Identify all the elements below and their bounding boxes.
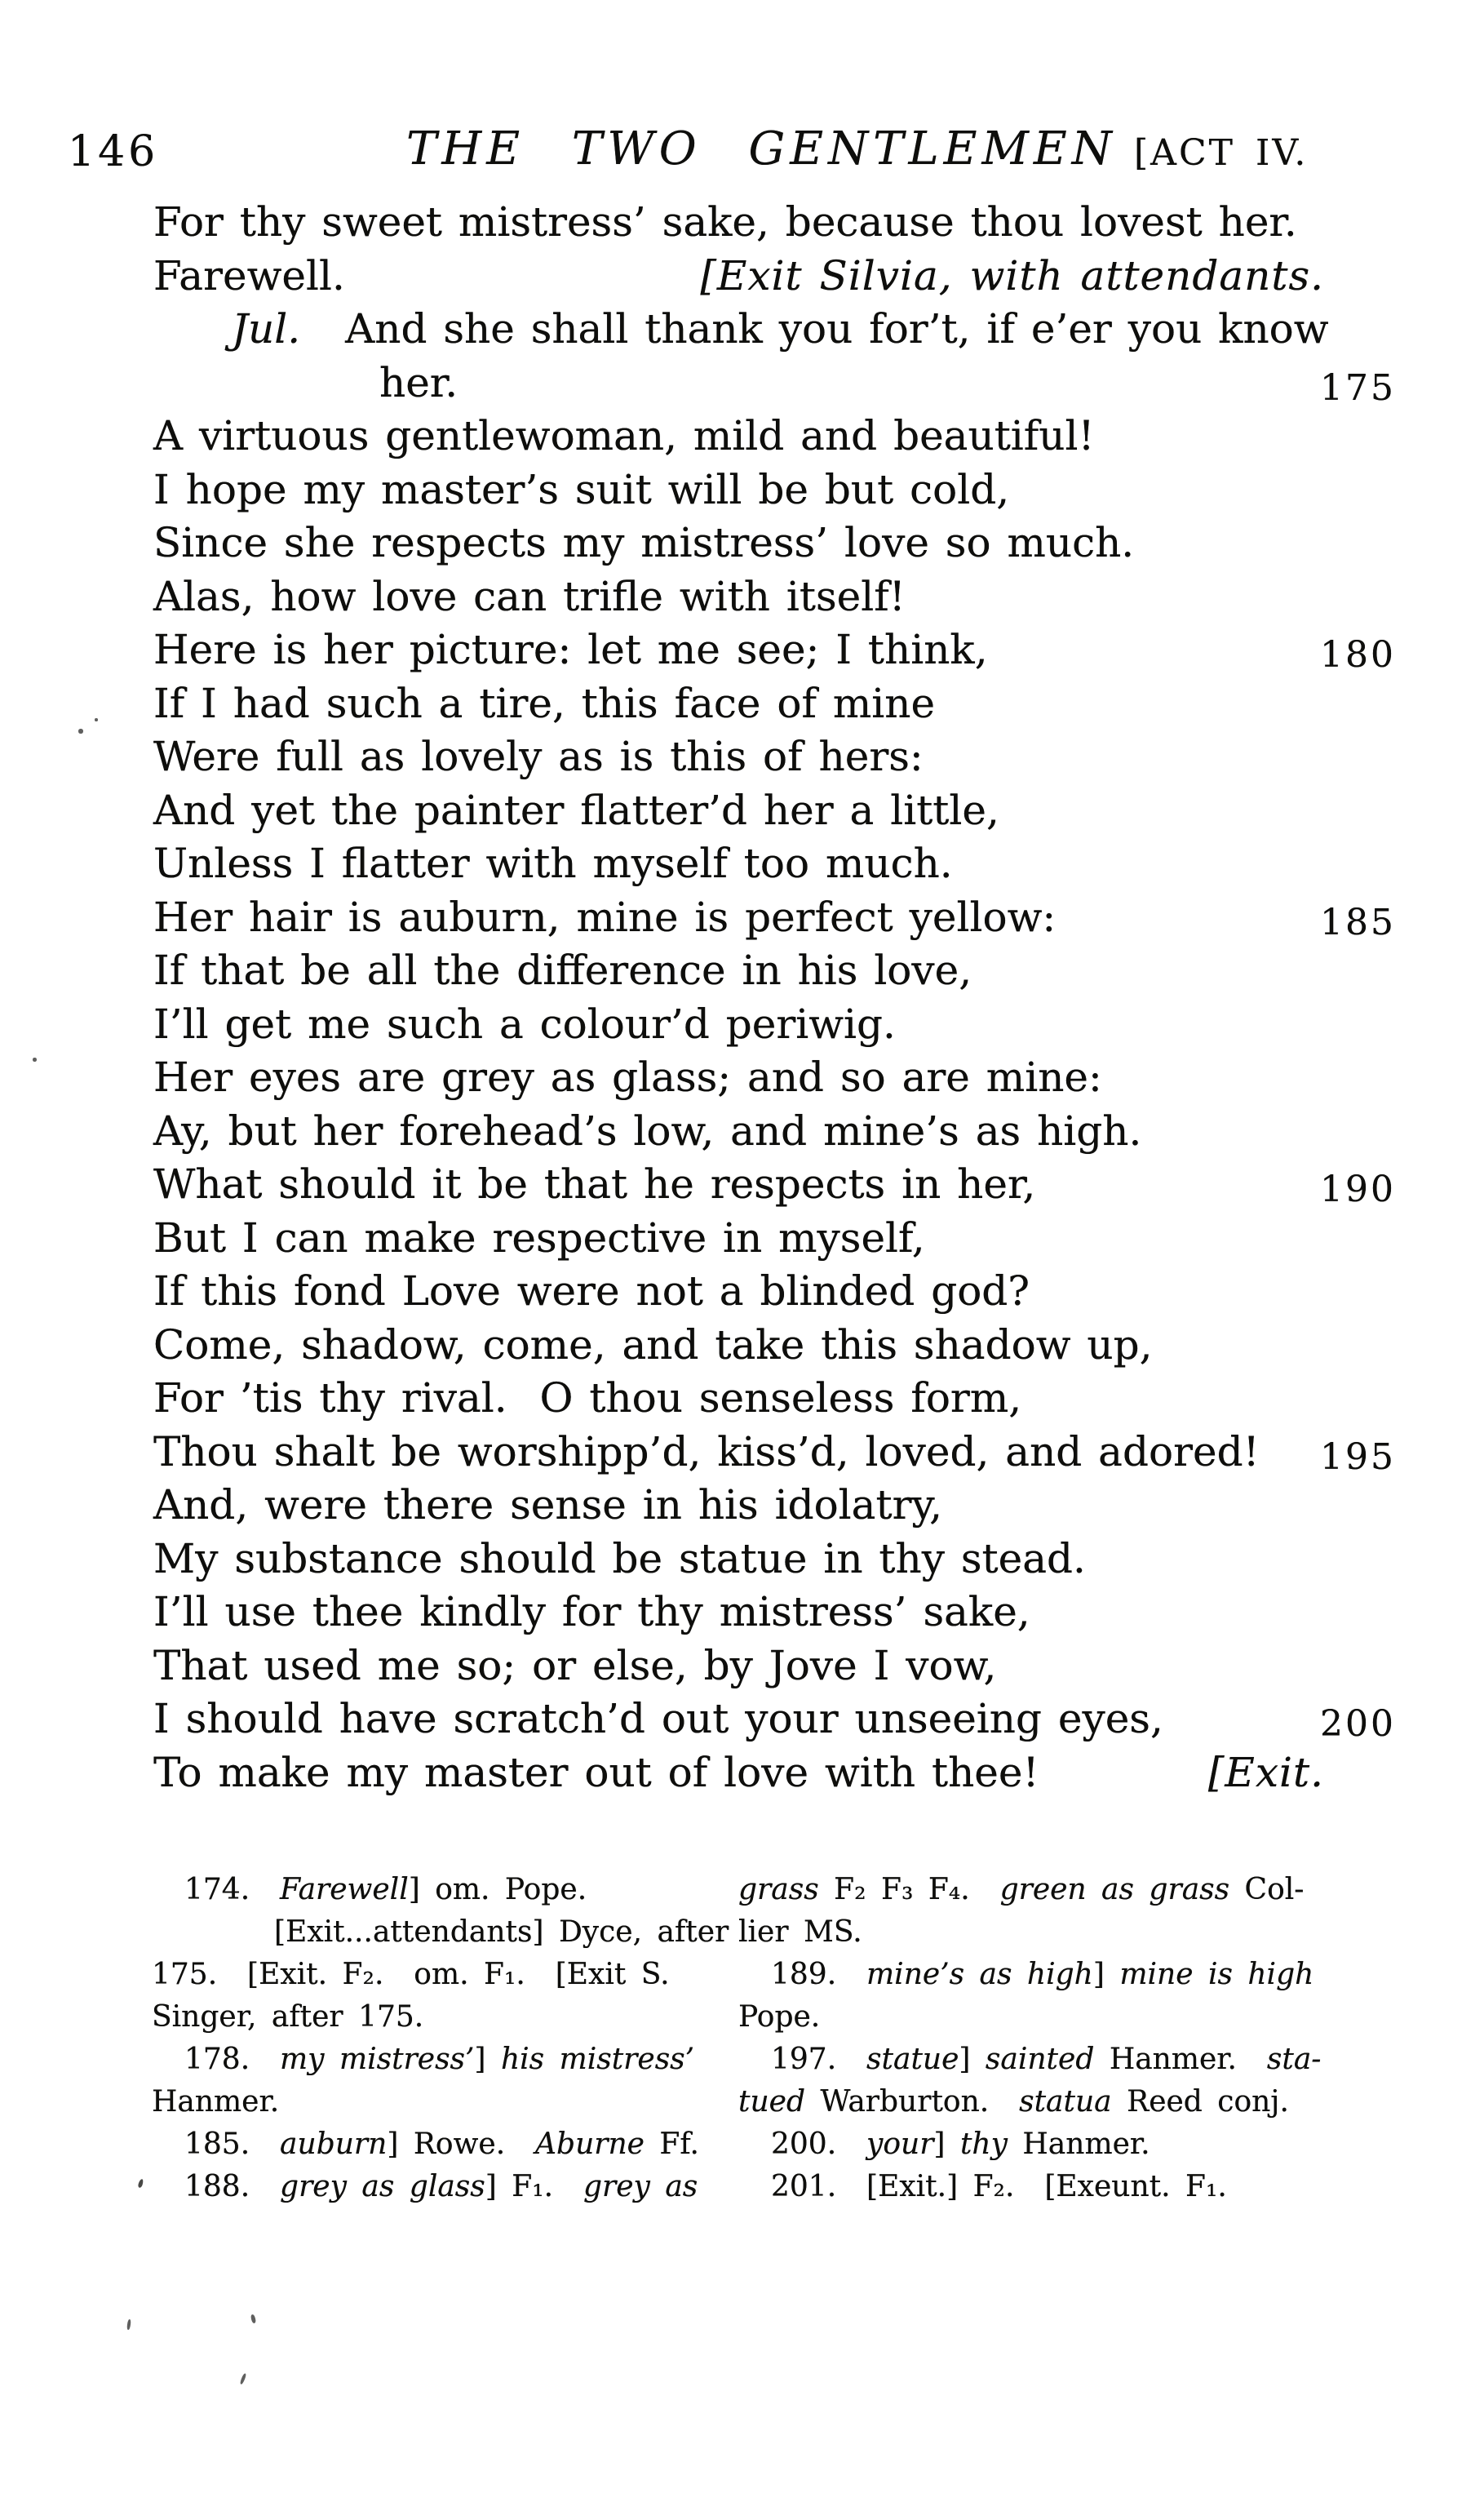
verse-line [153, 1051, 1332, 1105]
verse-line [153, 998, 1332, 1052]
verse-line [153, 517, 1332, 570]
apparatus-note: tued Warburton. statua Reed conj. [738, 2085, 1289, 2119]
verse-line-text: If this fond Love were not a blinded god? [153, 1267, 1030, 1315]
verse-line-text: Farewell. [153, 251, 345, 299]
page-number: 146 [68, 127, 159, 176]
apparatus-note: Hanmer. [152, 2085, 280, 2119]
verse-line-text: Her hair is auburn, mine is perfect yellow: [153, 893, 1057, 941]
verse-line [153, 357, 1396, 410]
verse-line-number: 185 [1320, 901, 1396, 943]
verse-line-text: And yet the painter flatter’d her a little, [153, 786, 999, 834]
verse-line-text: I hope my master’s suit will be but cold, [153, 465, 1010, 513]
verse-line [153, 1372, 1332, 1426]
verse-line-text: And she shall thank you for’t, if e’er you know [345, 305, 1329, 353]
verse-line-text: I’ll get me such a colour’d periwig. [153, 1000, 896, 1048]
verse-line [153, 891, 1396, 945]
scan-speck [33, 1058, 37, 1062]
apparatus-note: [Exit...attendants] Dyce, after [274, 1915, 729, 1949]
verse-line-text: That used me so; or else, by Jove I vow, [153, 1641, 997, 1689]
scan-speck [95, 718, 98, 721]
verse-line-text: Her eyes are grey as glass; and so are mine: [153, 1054, 1102, 1101]
verse-line-number: 175 [1320, 366, 1396, 409]
scan-speck [250, 2314, 257, 2324]
verse-line-text: Come, shadow, come, and take this shadow up, [153, 1320, 1153, 1369]
verse-line-text: To make my master out of love with thee! [153, 1748, 1039, 1796]
verse-line-text: I’ll use thee kindly for thy mistress’ sake, [153, 1588, 1030, 1635]
verse-line [153, 250, 1332, 304]
verse-line-text: What should it be that he respects in her, [153, 1160, 1036, 1208]
apparatus-note: 175. [Exit. F₂. om. F₁. [Exit S. [152, 1958, 670, 1991]
verse-line [153, 1265, 1332, 1319]
verse-line-text: My substance should be statue in thy stead. [153, 1534, 1086, 1582]
running-title: THE TWO GENTLEMEN [406, 122, 1117, 175]
verse-line-text: Here is her picture: let me see; I think, [153, 626, 988, 673]
verse-line-text: If I had such a tire, this face of mine [153, 679, 936, 727]
verse-line [153, 1533, 1332, 1586]
verse-line-number: 190 [1320, 1169, 1396, 1210]
apparatus-note: grass F₂ F₃ F₄. green as grass Col- [738, 1873, 1305, 1906]
verse-text-block [153, 196, 1396, 1799]
verse-line [153, 1212, 1332, 1266]
verse-line-number: 195 [1320, 1435, 1396, 1478]
verse-line-text: Ay, but her forehead’s low, and mine’s as high. [153, 1107, 1142, 1155]
apparatus-column-right [738, 1869, 1375, 2208]
apparatus-note: 188. grey as glass] F₁. grey as [152, 2166, 723, 2208]
stage-direction: [Exit. [1207, 1748, 1324, 1796]
verse-line [153, 1158, 1396, 1212]
verse-line-text: her. [379, 358, 458, 406]
verse-line-text: If that be all the difference in his love, [153, 947, 972, 994]
verse-line [153, 1105, 1332, 1159]
verse-line [153, 1319, 1332, 1373]
verse-line [153, 784, 1332, 838]
apparatus-note: 201. [Exit.] F₂. [Exeunt. F₁. [771, 2170, 1227, 2203]
verse-line [153, 944, 1332, 998]
apparatus-note: Pope. [738, 2000, 821, 2034]
verse-line [153, 303, 1332, 357]
verse-line [153, 1639, 1332, 1693]
apparatus-note: 189. mine’s as high] mine is high [771, 1958, 1314, 1991]
apparatus-note: Singer, after 175. [152, 2000, 424, 2034]
apparatus-note: 197. statue] sainted Hanmer. sta- [771, 2043, 1322, 2076]
verse-line-text: Since she respects my mistress’ love so much. [153, 519, 1135, 566]
scan-speck [240, 2373, 247, 2385]
verse-line [153, 1586, 1332, 1639]
verse-line [153, 837, 1332, 891]
verse-line [153, 1426, 1396, 1480]
running-header [0, 121, 1484, 194]
verse-line [153, 1693, 1396, 1746]
scan-speck [126, 2319, 131, 2330]
act-scene-indicator: [ACT IV. [1134, 132, 1309, 174]
verse-line-text: For ’tis thy rival. O thou senseless form, [153, 1374, 1022, 1422]
verse-line-text: Thou shalt be worshipp’d, kiss’d, loved, and adored! [153, 1427, 1260, 1475]
verse-line-text: Alas, how love can trifle with itself! [153, 572, 906, 620]
verse-line [153, 410, 1332, 464]
apparatus-column-left [152, 1869, 729, 2208]
verse-line [153, 623, 1396, 677]
verse-line [153, 677, 1332, 731]
verse-line-text: I should have scratch’d out your unseeing eyes, [153, 1695, 1163, 1742]
verse-line-text: And, were there sense in his idolatry, [153, 1481, 942, 1529]
verse-line-text: But I can make respective in myself, [153, 1214, 925, 1262]
verse-line [153, 1479, 1332, 1533]
apparatus-note: 200. your] thy Hanmer. [771, 2128, 1150, 2161]
apparatus-note: 174. Farewell] om. Pope. [184, 1873, 587, 1906]
verse-line-text: Were full as lovely as is this of hers: [153, 733, 924, 780]
verse-line-number: 200 [1320, 1703, 1396, 1745]
verse-line [153, 464, 1332, 517]
verse-line-text: For thy sweet mistress’ sake, because thou lovest her. [153, 198, 1297, 246]
scan-mark [137, 2178, 144, 2188]
apparatus-note: 185. auburn] Rowe. Aburne Ff. [184, 2128, 699, 2161]
speech-prefix: Jul. [232, 305, 301, 353]
verse-line-text: Unless I flatter with myself too much. [153, 840, 953, 887]
verse-line [153, 570, 1332, 624]
verse-line [153, 1746, 1332, 1800]
apparatus-note: 178. my mistress’] his mistress’ [184, 2043, 695, 2076]
stage-direction: [Exit Silvia, with attendants. [700, 251, 1324, 299]
scan-speck [78, 729, 83, 734]
verse-line-number: 180 [1320, 634, 1396, 676]
verse-line [153, 196, 1332, 250]
verse-line-text: A virtuous gentlewoman, mild and beautiful! [153, 412, 1095, 459]
verse-line [153, 730, 1332, 784]
apparatus-note: lier MS. [738, 1915, 862, 1949]
